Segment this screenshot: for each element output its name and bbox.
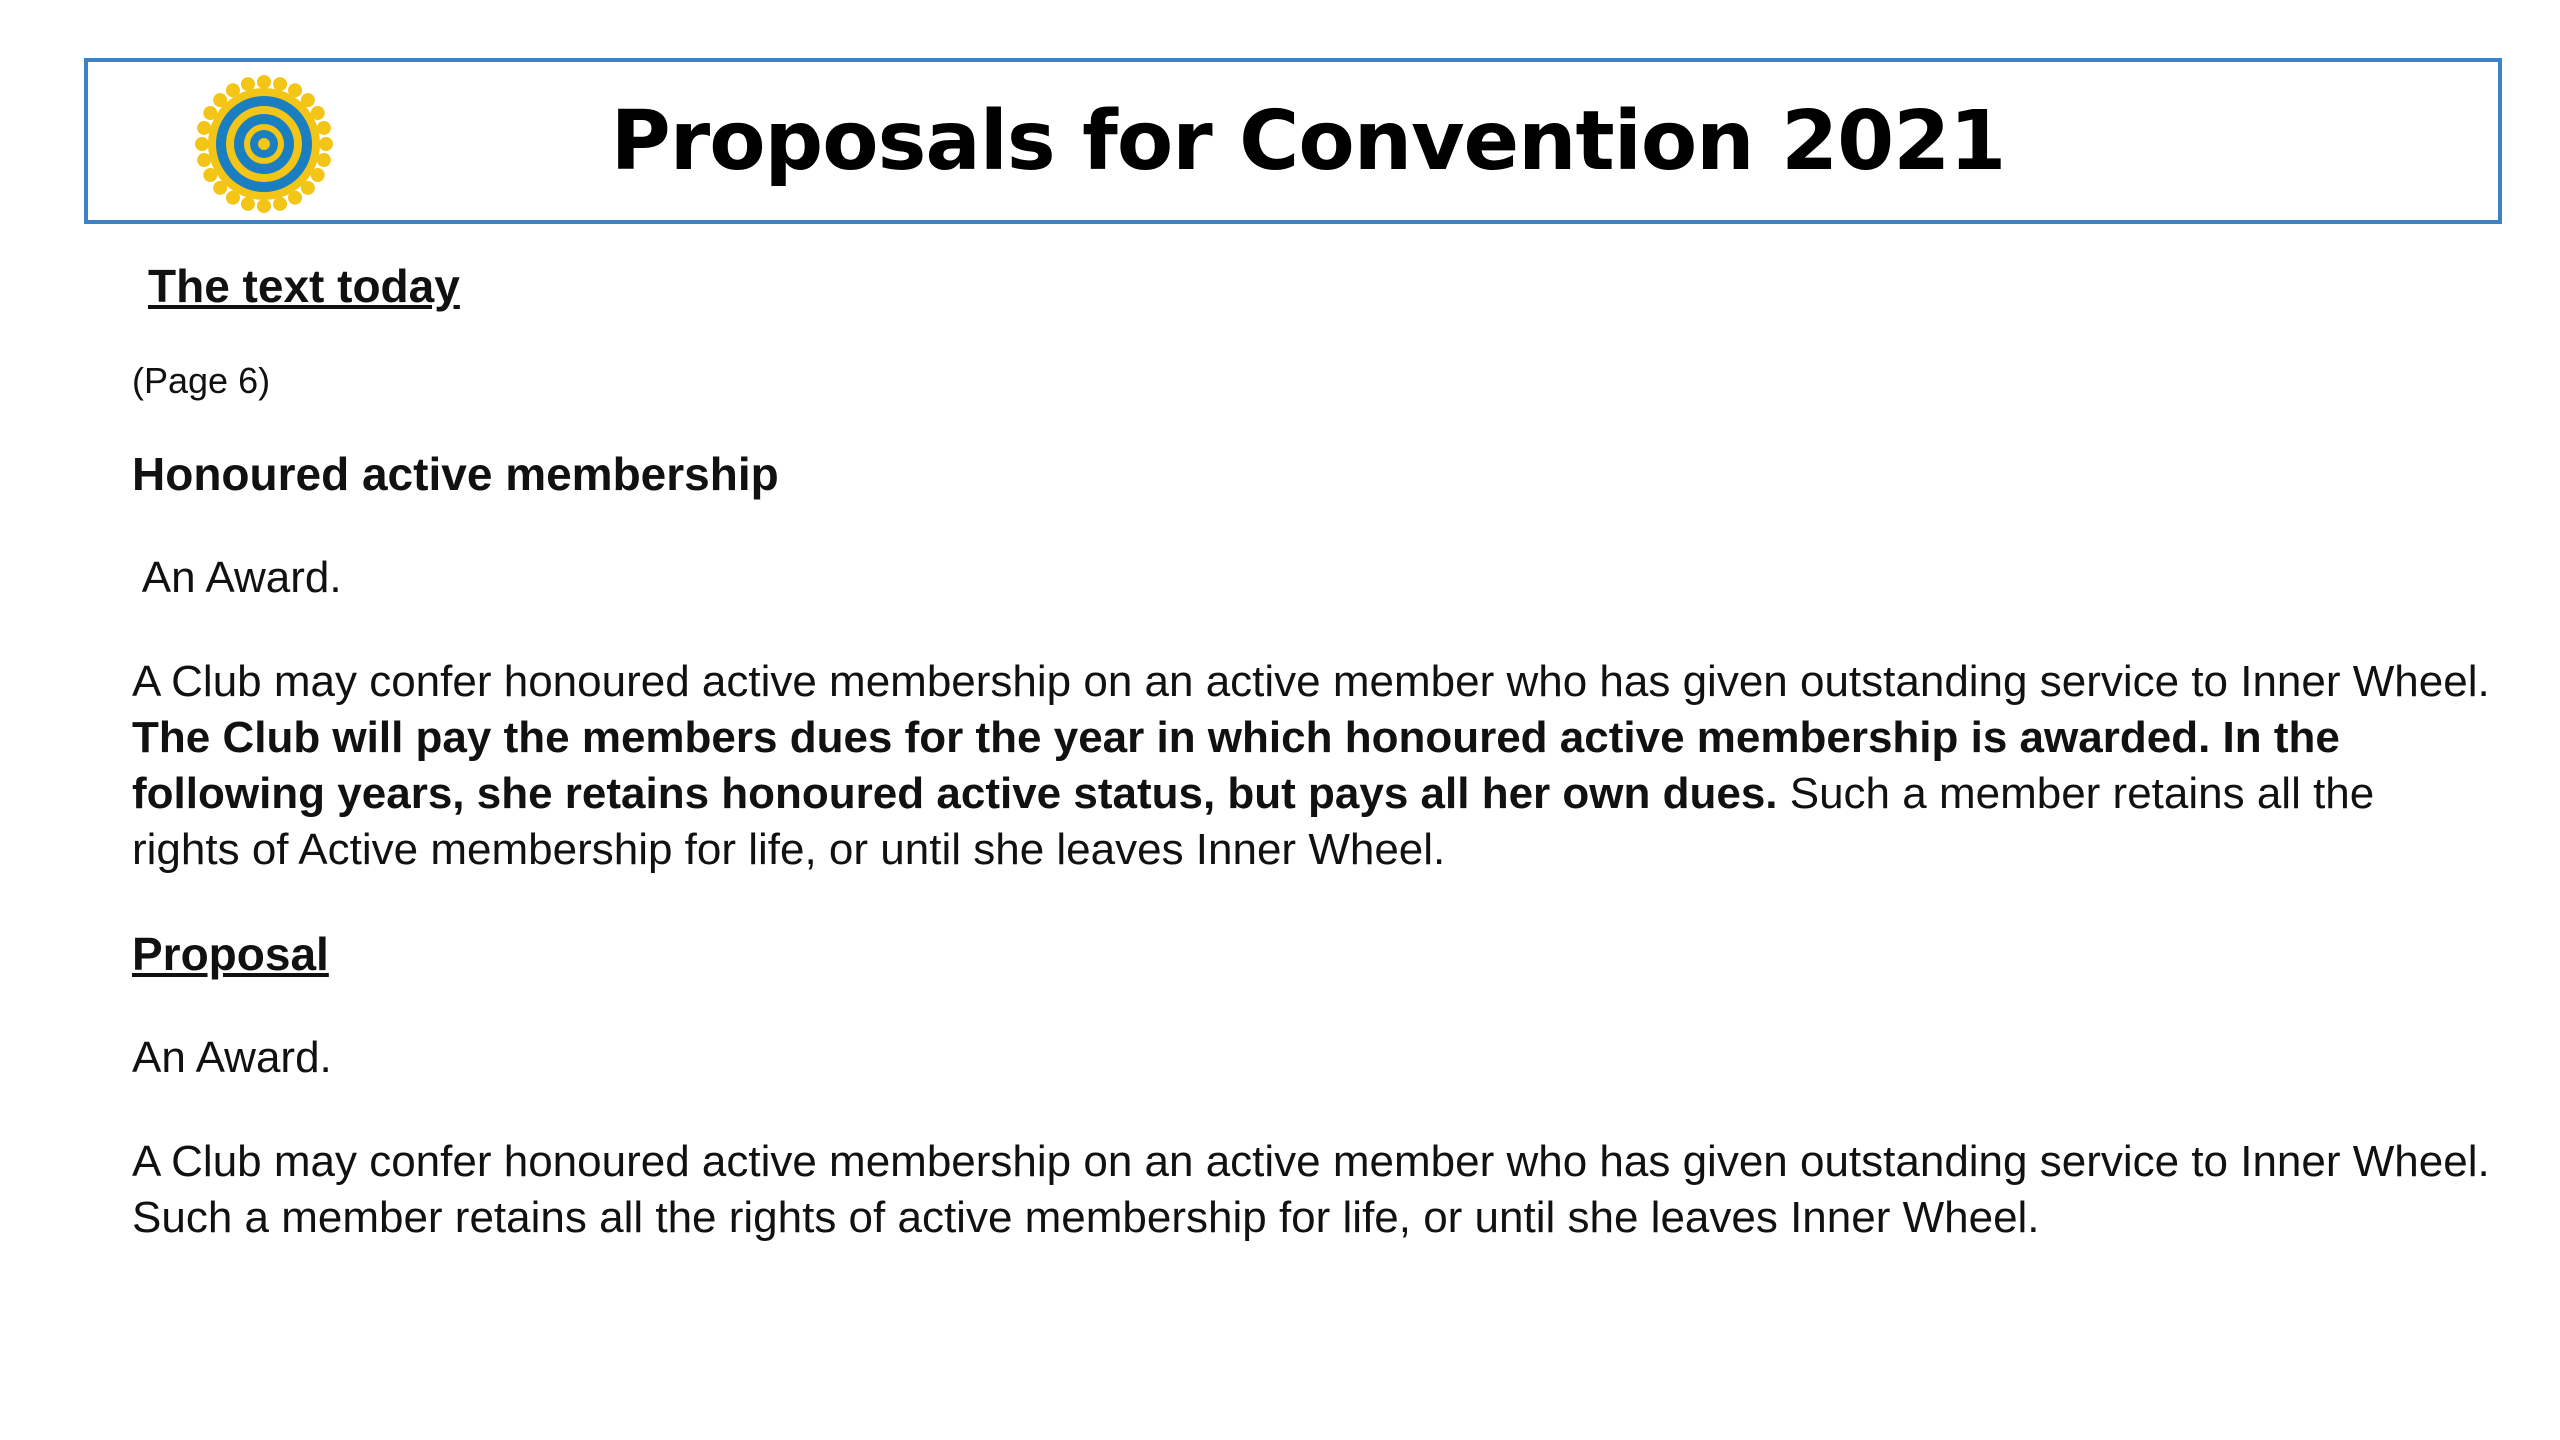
- proposal-award-line: An Award.: [132, 1033, 332, 1082]
- page-title: Proposals for Convention 2021: [610, 93, 2006, 189]
- title-box: [84, 58, 2502, 224]
- page-reference: (Page 6): [132, 360, 271, 401]
- proposal-body-paragraph: A Club may confer honoured active membership on an active member who has given outstanding service to Inner Wheel. Such a member retains all the rights of active membership for life, or until she leaves Inner Wheel.: [132, 1137, 2490, 1242]
- current-body-bold: The Club will pay the members dues for the year in which honoured active membership is awarded. In the following years, she retains honoured active status, but pays all her own dues.: [132, 713, 2340, 818]
- current-award-line: An Award.: [132, 553, 342, 602]
- slide-content: [132, 258, 2492, 1246]
- current-text-heading: The text today: [148, 260, 460, 312]
- current-subheading: Honoured active membership: [132, 448, 779, 500]
- current-body-paragraph: [132, 654, 2492, 878]
- current-body-lead: A Club may confer honoured active membership on an active member who has given outstanding service to Inner Wheel.: [132, 657, 2490, 706]
- proposal-heading: Proposal: [132, 928, 329, 980]
- current-body-tail: Such a member retains all the rights of Active membership for life, or until she leaves Inner Wheel.: [132, 769, 2375, 874]
